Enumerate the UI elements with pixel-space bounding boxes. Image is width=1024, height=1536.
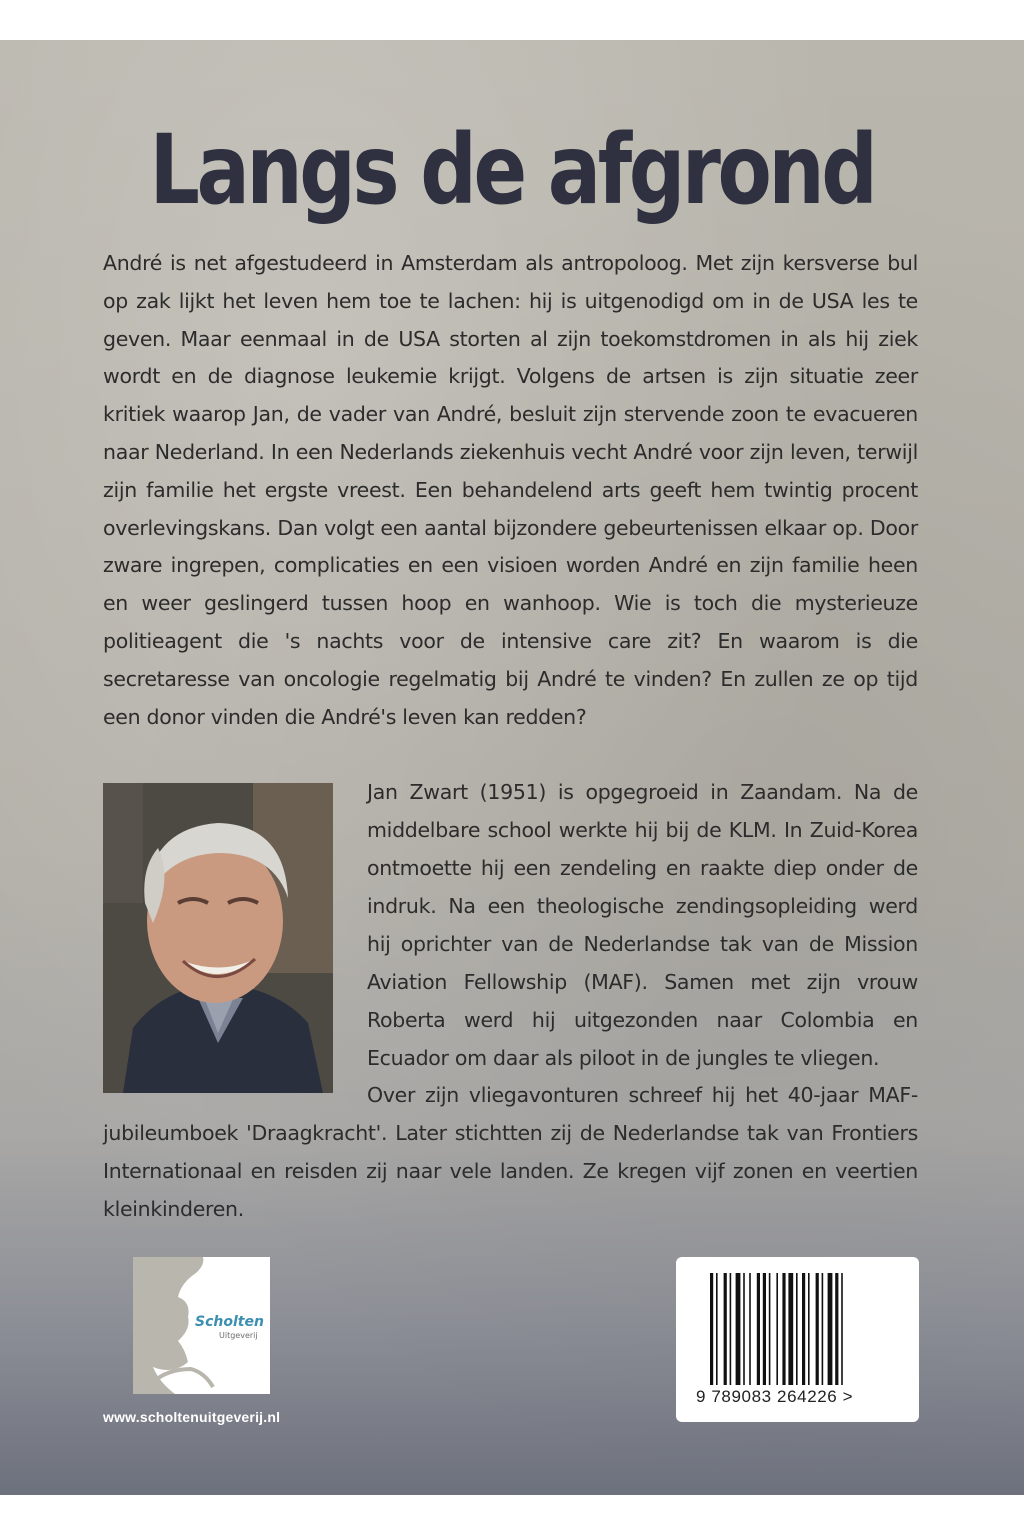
book-title: Langs de afgrond <box>149 113 875 226</box>
publisher-subtitle: Uitgeverij <box>219 1331 258 1340</box>
author-bio-part1: Jan Zwart (1951) is opgegroeid in Zaandam. Na de middelbare school werkte hij bij de KLM. In Zuid-Korea ontmoette hij een zendeling en raakte diep onder de indruk. Na een theologische zendingsopleiding werd hij oprichter van de Nederlandse tak van de Mission Aviation Fellowship (MAF). Samen met zijn vrouw Roberta werd hij uitgezonden naar Colombia en Ecuador om daar als piloot in de jungles te vliegen. <box>367 780 918 1070</box>
isbn-barcode <box>676 1257 919 1422</box>
author-bio-part2: Over zijn vliegavonturen schreef hij het 40-jaar MAF-jubileumboek 'Draagkracht'. Later stichtten zij de Nederlandse tak van Frontiers Internationaal en reisden zij naar vele landen. Ze kregen vijf zonen en veertien kleinkinderen. <box>103 1083 918 1221</box>
book-blurb: André is net afgestudeerd in Amsterdam als antropoloog. Met zijn kersverse bul op zak lijkt het leven hem toe te lachen: hij is uitgenodigd om in de USA les te geven. Maar eenmaal in de USA storten al zijn toekomstdromen in als hij ziek wordt en de diagnose leukemie krijgt. Volgens de artsen is zijn situatie zeer kritiek waarop Jan, de vader van André, besluit zijn stervende zoon te evacueren naar Nederland. In een Nederlands ziekenhuis vecht André voor zijn leven, terwijl zijn familie het ergste vreest. Een behandelend arts geeft hem twintig procent overlevingskans. Dan volgt een aantal bijzondere gebeurtenissen elkaar op. Door zware ingrepen, complicaties en een visioen worden André en zijn familie heen en weer geslingerd tussen hoop en wanhoop. Wie is toch die mysterieuze politieagent die 's nachts voor de intensive care zit? En waarom is die secretaresse van oncologie regelmatig bij André te vinden? En zullen ze op tijd een donor vinden die André's leven kan redden? <box>103 251 918 729</box>
author-bio-part2-container <box>103 1076 918 1228</box>
barcode-bar <box>788 1273 793 1385</box>
barcode-bar <box>816 1273 819 1385</box>
publisher-name: Scholten <box>195 1314 264 1330</box>
barcode-bar <box>776 1273 778 1385</box>
barcode-bar <box>802 1273 805 1385</box>
barcode-bar <box>763 1273 766 1385</box>
barcode-bar <box>757 1273 760 1385</box>
barcode-bar <box>716 1273 718 1385</box>
publisher-url[interactable]: www.scholtenuitgeverij.nl <box>103 1409 281 1425</box>
barcode-bar <box>730 1273 732 1385</box>
barcode-bar <box>835 1273 838 1385</box>
barcode-bar <box>782 1273 785 1385</box>
barcode-bar <box>808 1273 810 1385</box>
barcode-bar <box>822 1273 824 1385</box>
isbn-number: 9 789083 264226 > <box>696 1387 854 1406</box>
barcode-bar <box>724 1273 727 1385</box>
barcode-bar <box>796 1273 798 1385</box>
author-photo <box>103 783 333 1093</box>
publisher-logo <box>133 1257 270 1394</box>
barcode-bar <box>828 1273 833 1385</box>
barcode-bar <box>749 1273 751 1385</box>
barcode-bar <box>736 1273 741 1385</box>
barcode-bar <box>769 1273 771 1385</box>
author-portrait-icon <box>103 783 333 1093</box>
book-back-cover <box>0 40 1024 1495</box>
barcode-bars <box>710 1273 860 1385</box>
barcode-bar <box>743 1273 745 1385</box>
barcode-bar <box>841 1273 843 1385</box>
barcode-bar <box>710 1273 713 1385</box>
